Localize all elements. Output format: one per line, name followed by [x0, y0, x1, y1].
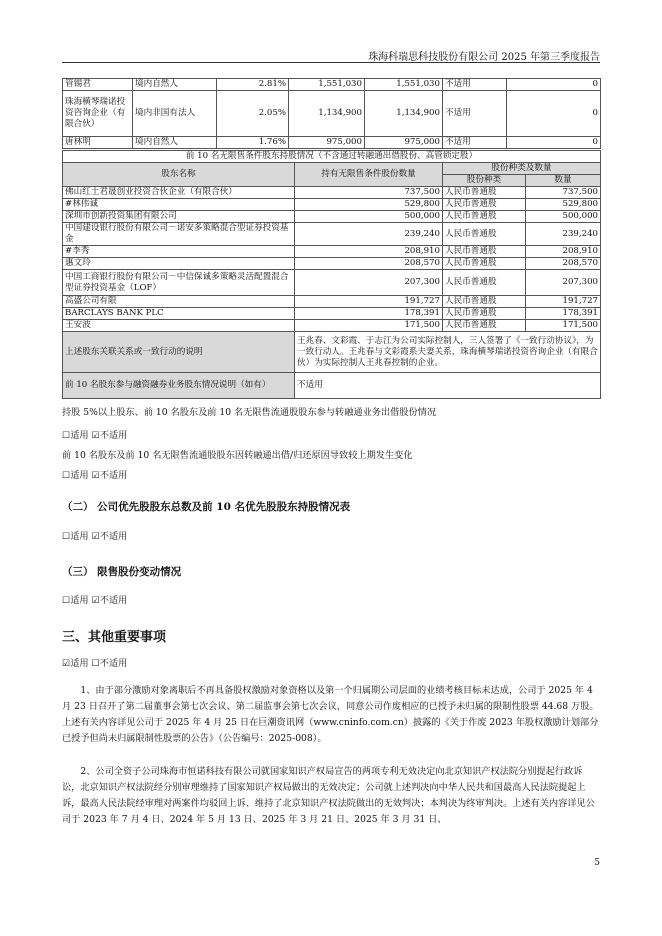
holding: 207,300	[295, 270, 443, 296]
paragraph-1: 1、由于部分激励对象离职后不再具备股权激励对象资格以及第一个归属期公司层面的业绩考核目标未达成，公司于 2025 年 4 月 23 日召开了第二届董事会第七次会议、第二届监事会第七次会议，同意公司作废相应的已授予未归属的限制性股票 44.68 万股。上述有关内容详见公司于 2025 年 4 月 25 日在巨潮资讯网（www.cninfo.com.cn）披露的《关于作废 2023 年股权激励计划部分已授予但尚未归属限制性股票的公告》（公告编号：2025-008）。	[62, 685, 599, 744]
pledge-qty: 0	[507, 79, 601, 91]
holding: 239,240	[295, 223, 443, 246]
applicability-choice: ☐适用 ☑不适用	[62, 430, 128, 441]
holding: 529,800	[295, 199, 443, 211]
applicability-choice: ☑适用 ☐不适用	[62, 658, 128, 669]
share-type: 人民币普通股	[443, 199, 526, 211]
table-row	[63, 308, 601, 320]
shareholder-name: 高盛公司有限	[63, 296, 295, 308]
shareholder-name: 王安波	[63, 320, 295, 332]
pledge-qty: 0	[507, 137, 601, 149]
table-title-row	[63, 151, 601, 163]
pledge-status: 不适用	[443, 79, 507, 91]
table-row	[63, 258, 601, 270]
share-qty: 529,800	[526, 199, 601, 211]
holding: 500,000	[295, 211, 443, 223]
header-title: 珠海科瑞思科技股份有限公司 2025 年第三季度报告	[368, 52, 600, 63]
holding-shares: 975,000	[289, 137, 365, 149]
col-header-type-group: 股份种类及数量	[443, 163, 601, 175]
holding: 208,910	[295, 246, 443, 258]
shareholder-name: BARCLAYS BANK PLC	[63, 308, 295, 320]
pledge-status: 不适用	[443, 91, 507, 137]
shareholder-name: 中国建设银行股份有限公司－诺安多策略混合型证券投资基金	[63, 223, 295, 246]
section-heading-restricted-shares: （三） 限售股份变动情况	[62, 566, 182, 578]
holding: 171,500	[295, 320, 443, 332]
share-type: 人民币普通股	[443, 187, 526, 199]
holding: 178,391	[295, 308, 443, 320]
shareholder-name: #林伟诚	[63, 199, 295, 211]
note-line: 持股 5%以上股东、前 10 名股东及前 10 名无限售流通股股东参与转融通业务出借股份情况	[62, 407, 437, 418]
share-qty: 208,910	[526, 246, 601, 258]
share-qty: 208,570	[526, 258, 601, 270]
table-row	[63, 199, 601, 211]
holding: 737,500	[295, 187, 443, 199]
top10-shareholders-table-tail	[62, 78, 601, 149]
table-row	[63, 270, 601, 296]
relation-label: 上述股东关联关系或一致行动的说明	[63, 332, 295, 373]
share-type: 人民币普通股	[443, 308, 526, 320]
shareholder-name: 唐林明	[63, 137, 133, 149]
holding-shares: 1,551,030	[289, 79, 365, 91]
col-header-qty: 数量	[526, 175, 601, 187]
shareholder-name: 珠海横琴瑞诺投资咨询企业（有限合伙）	[63, 91, 133, 137]
page-header	[62, 44, 600, 63]
shareholder-name: 深圳市创新投资集团有限公司	[63, 211, 295, 223]
col-header-hold: 持有无限售条件股份数量	[295, 163, 443, 187]
shareholder-name: #李秀	[63, 246, 295, 258]
table-row	[63, 79, 601, 91]
share-type: 人民币普通股	[443, 320, 526, 332]
holding-pct: 1.76%	[217, 137, 289, 149]
shareholder-name: 惠文玲	[63, 258, 295, 270]
holding-pct: 2.05%	[217, 91, 289, 137]
table-row	[63, 137, 601, 149]
share-type: 人民币普通股	[443, 223, 526, 246]
holding-shares: 1,134,900	[289, 91, 365, 137]
table-row	[63, 373, 601, 399]
share-qty: 207,300	[526, 270, 601, 296]
unrestricted-shareholders-table	[62, 150, 601, 399]
share-type: 人民币普通股	[443, 270, 526, 296]
paragraph-2: 2、公司全资子公司珠海市恒诺科技有限公司就国家知识产权局宣告的两项专利无效决定向北京知识产权法院分别提起行政诉讼，北京知识产权法院经分别审理维持了国家知识产权局做出的无效决定；公司就上述判决向中华人民共和国最高人民法院提起上诉，最高人民法院经审理对两案件均驳回上诉、维持了北京知识产权法院做出的无效判决；本判决为终审判决。上述有关内容详见公司于 2023 年 7 月 4 日、2024 年 5 月 13 日、2025 年 3 月 21 日、2025 年 3 月 31 日、	[62, 766, 595, 825]
share-qty: 191,727	[526, 296, 601, 308]
shareholder-name: 佛山红土君晟创业投资合伙企业（有限合伙）	[63, 187, 295, 199]
share-qty: 178,391	[526, 308, 601, 320]
shareholder-nature: 境内自然人	[133, 79, 217, 91]
restricted-shares: 1,551,030	[365, 79, 443, 91]
share-type: 人民币普通股	[443, 246, 526, 258]
pledge-qty: 0	[507, 91, 601, 137]
table-row	[63, 320, 601, 332]
table-row	[63, 296, 601, 308]
section-heading-preferred-shares: （二） 公司优先股股东总数及前 10 名优先股股东持股情况表	[62, 501, 351, 513]
table-row	[63, 211, 601, 223]
header-row	[63, 163, 601, 175]
share-qty: 737,500	[526, 187, 601, 199]
applicability-choice: ☐适用 ☑不适用	[62, 595, 128, 606]
restricted-shares: 975,000	[365, 137, 443, 149]
share-type: 人民币普通股	[443, 258, 526, 270]
margin-trading-label: 前 10 名股东参与融资融券业务股东情况说明（如有）	[63, 373, 295, 399]
applicability-choice: ☐适用 ☑不适用	[62, 531, 128, 542]
table-row	[63, 246, 601, 258]
holding: 191,727	[295, 296, 443, 308]
holding: 208,570	[295, 258, 443, 270]
table-row	[63, 223, 601, 246]
shareholder-nature: 境内自然人	[133, 137, 217, 149]
table-row	[63, 187, 601, 199]
table-row	[63, 91, 601, 137]
shareholder-nature: 境内非国有法人	[133, 91, 217, 137]
col-header-type: 股份种类	[443, 175, 526, 187]
shareholder-name: 中国工商银行股份有限公司－中信保诚多策略灵活配置混合型证券投资基金（LOF）	[63, 270, 295, 296]
restricted-shares: 1,134,900	[365, 91, 443, 137]
share-qty: 500,000	[526, 211, 601, 223]
section-heading-other-matters: 三、其他重要事项	[62, 630, 167, 645]
applicability-choice: ☐适用 ☑不适用	[62, 470, 128, 481]
relation-text: 王兆春、文彩霞、于志江为公司实际控制人，三人签署了《一致行动协议》，为一致行动人。王兆春与文彩霞系夫妻关系，珠海横琴瑞诺投资咨询企业（有限合伙）为实际控制人王兆春控制的企业。	[295, 332, 601, 373]
pledge-status: 不适用	[443, 137, 507, 149]
share-qty: 239,240	[526, 223, 601, 246]
col-header-name: 股东名称	[63, 163, 295, 187]
share-qty: 171,500	[526, 320, 601, 332]
shareholder-name: 管锡君	[63, 79, 133, 91]
table-row	[63, 332, 601, 373]
page-number: 5	[594, 858, 600, 868]
margin-trading-text: 不适用	[295, 373, 601, 399]
holding-pct: 2.81%	[217, 79, 289, 91]
note-line: 前 10 名股东及前 10 名无限售流通股股东因转融通出借/归还原因导致较上期发生变化	[62, 450, 413, 461]
share-type: 人民币普通股	[443, 296, 526, 308]
table-title: 前 10 名无限售条件股东持股情况（不含通过转融通出借股份、高管锁定股）	[63, 151, 601, 163]
share-type: 人民币普通股	[443, 211, 526, 223]
